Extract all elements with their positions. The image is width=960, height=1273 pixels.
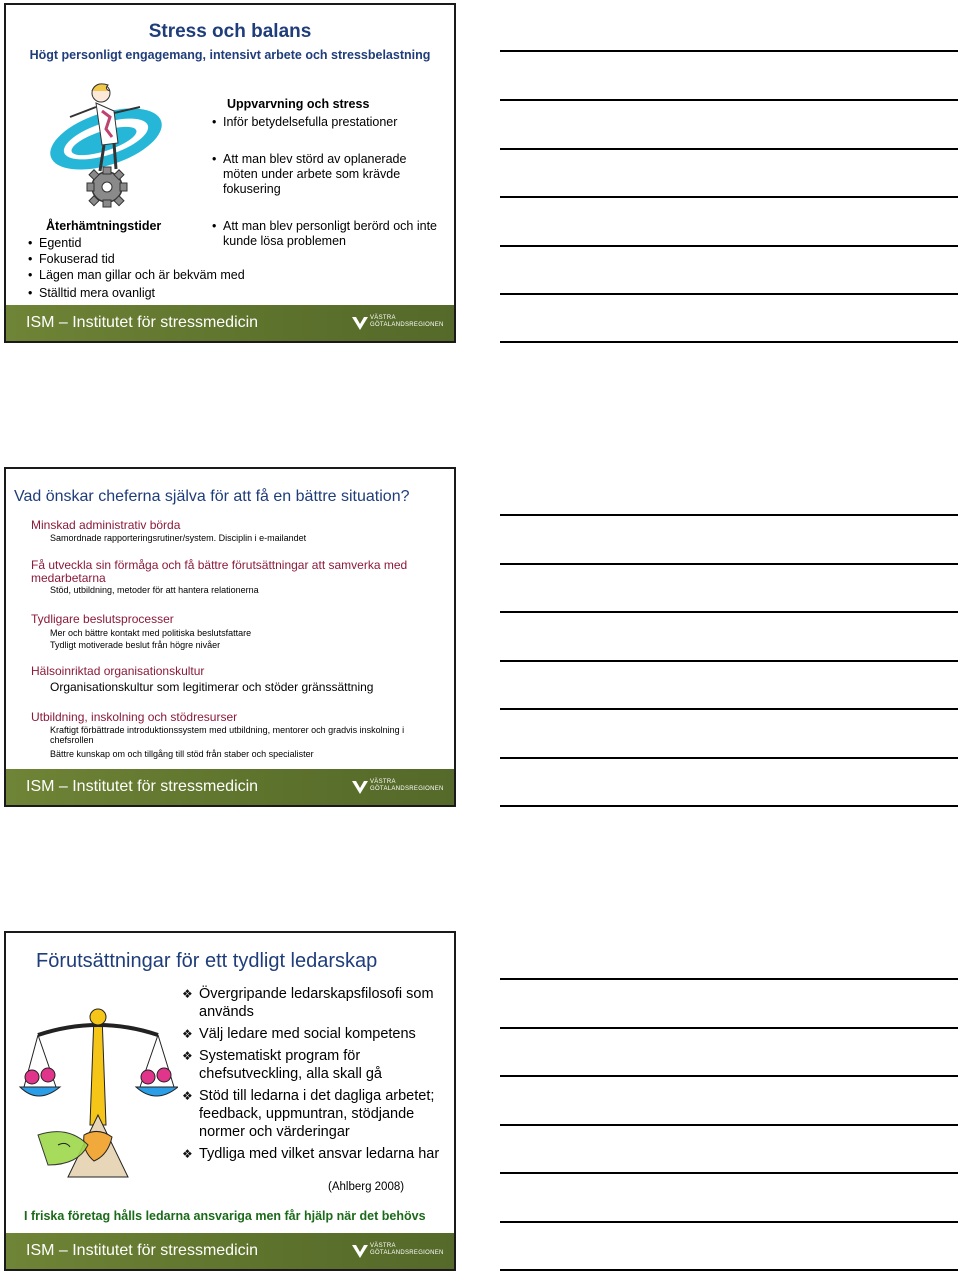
section-item: Mer och bättre kontakt med politiska beslutsfattare	[50, 628, 252, 638]
balancing-figure-illustration	[44, 81, 164, 213]
left-bullet: • Ställtid mera ovanligt	[39, 286, 155, 301]
notes-line	[500, 611, 958, 613]
footer-text: ISM – Institutet för stressmedicin	[26, 1242, 259, 1259]
slide-footer	[6, 305, 454, 341]
notes-line	[500, 757, 958, 759]
section-heading: Utbildning, inskolning och stödresurser	[31, 710, 238, 724]
slide-title: Stress och balans	[148, 21, 312, 42]
right-bullet: • Att man blev störd av oplanerade möten under arbete som krävde fokusering	[223, 152, 423, 197]
requirement-item: ❖ Välj ledare med social kompetens	[199, 1025, 449, 1043]
requirement-item: ❖ Övergripande ledarskapsfilosofi som används	[199, 985, 439, 1021]
notes-line	[500, 805, 958, 807]
right-bullet: • Inför betydelsefulla prestationer	[223, 115, 397, 130]
citation: (Ahlberg 2008)	[328, 1181, 405, 1193]
section-item: Organisationskultur som legitimerar och stöder gränssättning	[50, 680, 374, 694]
logo-mark-icon	[351, 778, 369, 796]
notes-line	[500, 1075, 958, 1077]
left-bullet: • Lägen man gillar och är bekväm med	[39, 268, 245, 283]
vastra-gotalandsregionen-logo	[351, 1242, 444, 1260]
requirement-item: ❖ Stöd till ledarna i det dagliga arbetet; feedback, uppmuntran, stödjande normer och värderingar	[199, 1087, 444, 1141]
footer-text: ISM – Institutet för stressmedicin	[26, 314, 259, 331]
section-heading-text: Få utveckla sin förmåga och få bättre förutsättningar att samverka med medarbetarna	[31, 558, 408, 585]
slide-chefernas-onskemal	[4, 467, 456, 807]
scales-illustration	[18, 995, 178, 1185]
notes-line	[500, 1172, 958, 1174]
section-heading: Minskad administrativ börda	[31, 518, 181, 532]
logo-mark-icon	[351, 1242, 369, 1260]
vastra-gotalandsregionen-logo	[351, 314, 444, 332]
notes-line	[500, 99, 958, 101]
notes-line	[500, 1269, 958, 1271]
slide-footer	[6, 1233, 454, 1269]
notes-line	[500, 1124, 958, 1126]
notes-line	[500, 196, 958, 198]
section-item: Stöd, utbildning, metoder för att hantera relationerna	[50, 585, 259, 595]
notes-line	[500, 708, 958, 710]
bottom-statement: I friska företag hålls ledarna ansvariga men får hjälp när det behövs	[24, 1209, 426, 1223]
section-heading: Tydligare beslutsprocesser	[31, 612, 174, 626]
slide-title: Förutsättningar för ett tydligt ledarskap	[36, 950, 378, 972]
slide-subtitle: Högt personligt engagemang, intensivt arbete och stressbelastning	[29, 48, 431, 62]
notes-line	[500, 1221, 958, 1223]
logo-text: VÄSTRA GÖTALANDSREGIONEN	[370, 315, 444, 328]
notes-line	[500, 660, 958, 662]
notes-line	[500, 563, 958, 565]
slide-title: Vad önskar cheferna själva för att få en bättre situation?	[14, 488, 410, 505]
slide-footer	[6, 769, 454, 805]
requirement-item: ❖ Systematiskt program för chefsutveckling, alla skall gå	[199, 1047, 414, 1083]
requirement-item: ❖ Tydliga med vilket ansvar ledarna har	[199, 1145, 444, 1163]
notes-line	[500, 148, 958, 150]
section-item: Bättre kunskap om och tillgång till stöd från staber och specialister	[50, 749, 314, 759]
right-heading: Uppvarvning och stress	[227, 97, 370, 111]
right-bullet: • Att man blev personligt berörd och inte kunde lösa problemen	[223, 219, 443, 249]
notes-line	[500, 245, 958, 247]
notes-line	[500, 514, 958, 516]
left-heading: Återhämtningstider	[46, 219, 162, 233]
logo-mark-icon	[351, 314, 369, 332]
notes-line	[500, 341, 958, 343]
section-heading	[31, 559, 441, 585]
slide-stress-och-balans	[4, 3, 456, 343]
section-item: Tydligt motiverade beslut från högre nivåer	[50, 640, 221, 650]
vastra-gotalandsregionen-logo	[351, 778, 444, 796]
notes-line	[500, 293, 958, 295]
notes-line	[500, 978, 958, 980]
slide-tydligt-ledarskap	[4, 931, 456, 1271]
left-bullet: • Fokuserad tid	[39, 252, 115, 267]
logo-text: VÄSTRA GÖTALANDSREGIONEN	[370, 779, 444, 792]
footer-text: ISM – Institutet för stressmedicin	[26, 778, 259, 795]
notes-line	[500, 1027, 958, 1029]
section-item: Samordnade rapporteringsrutiner/system. Disciplin i e-mailandet	[50, 533, 307, 543]
section-item: Kraftigt förbättrade introduktionssystem med utbildning, mentorer och gradvis inskolning i chefsrollen	[50, 725, 405, 745]
notes-line	[500, 50, 958, 52]
left-bullet: • Egentid	[39, 236, 81, 251]
logo-text: VÄSTRA GÖTALANDSREGIONEN	[370, 1243, 444, 1256]
section-heading: Hälsoinriktad organisationskultur	[31, 664, 205, 678]
